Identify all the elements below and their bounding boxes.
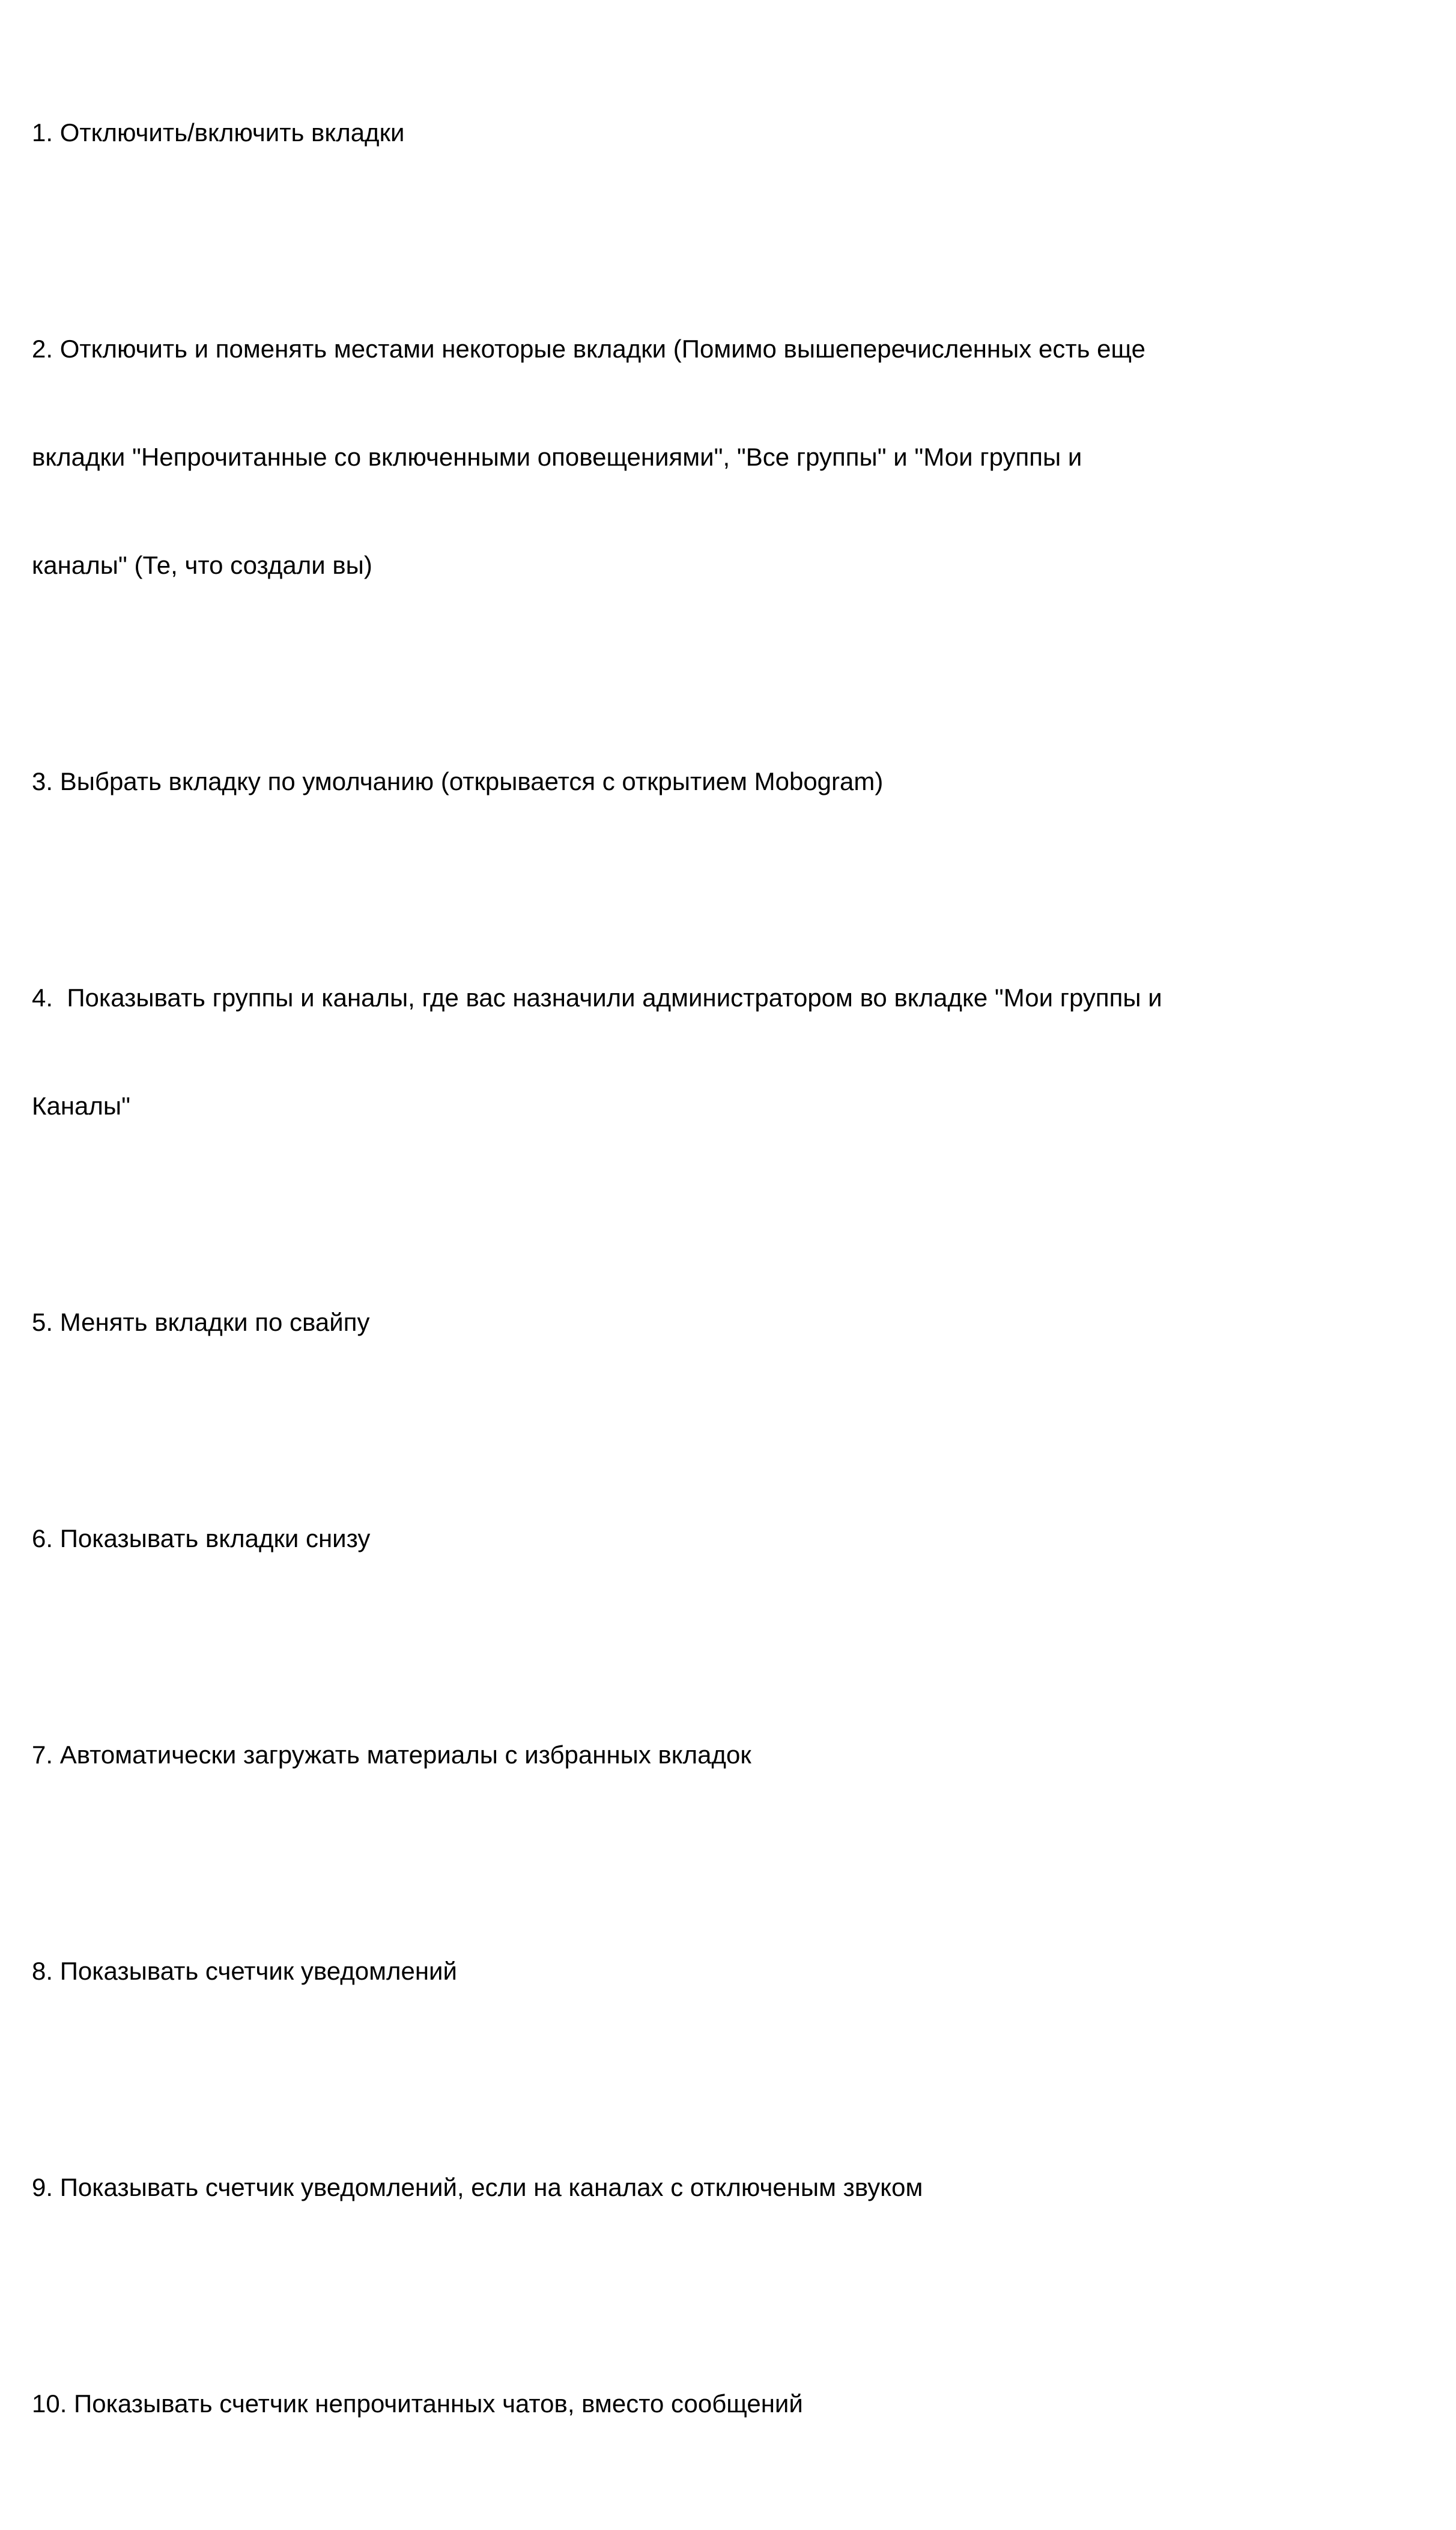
item-text-line: 10. Показывать счетчик непрочитанных чатов, вместо сообщений (32, 2389, 803, 2418)
item-text-line: 2. Отключить и поменять местами некоторые вкладки (Помимо вышеперечисленных есть еще (32, 335, 1145, 363)
item-text-line: Каналы" (32, 1092, 130, 1120)
list-item (32, 1881, 1293, 2061)
list-item (32, 692, 1293, 872)
list-item (32, 1665, 1293, 1845)
item-text-line: 6. Показывать вкладки снизу (32, 1524, 371, 1552)
item-text-line: 5. Менять вкладки по свайпу (32, 1308, 370, 1336)
item-text-line: вкладки "Непрочитанные со включенными оповещениями", "Все группы" и "Мои группы и (32, 443, 1082, 471)
list-item (32, 2314, 1293, 2494)
list-item (32, 1232, 1293, 1412)
item-text-line: каналы" (Те, что создали вы) (32, 551, 372, 579)
list-item (32, 908, 1293, 1196)
document-body (32, 43, 1293, 2530)
list-item (32, 2097, 1293, 2278)
list-item (32, 43, 1293, 223)
item-text-line: 7. Автоматически загружать материалы с избранных вкладок (32, 1741, 751, 1769)
item-text-line: 1. Отключить/включить вкладки (32, 118, 405, 147)
item-text-line: 4. Показывать группы и каналы, где вас назначили администратором во вкладке "Мои группы и (32, 984, 1162, 1012)
list-item (32, 259, 1293, 655)
list-item (32, 1449, 1293, 1629)
item-text-line: 9. Показывать счетчик уведомлений, если на каналах с отключеным звуком (32, 2173, 923, 2201)
item-text-line: 8. Показывать счетчик уведомлений (32, 1957, 457, 1985)
item-text-line: 3. Выбрать вкладку по умолчанию (открывается с открытием Mobogram) (32, 767, 884, 795)
